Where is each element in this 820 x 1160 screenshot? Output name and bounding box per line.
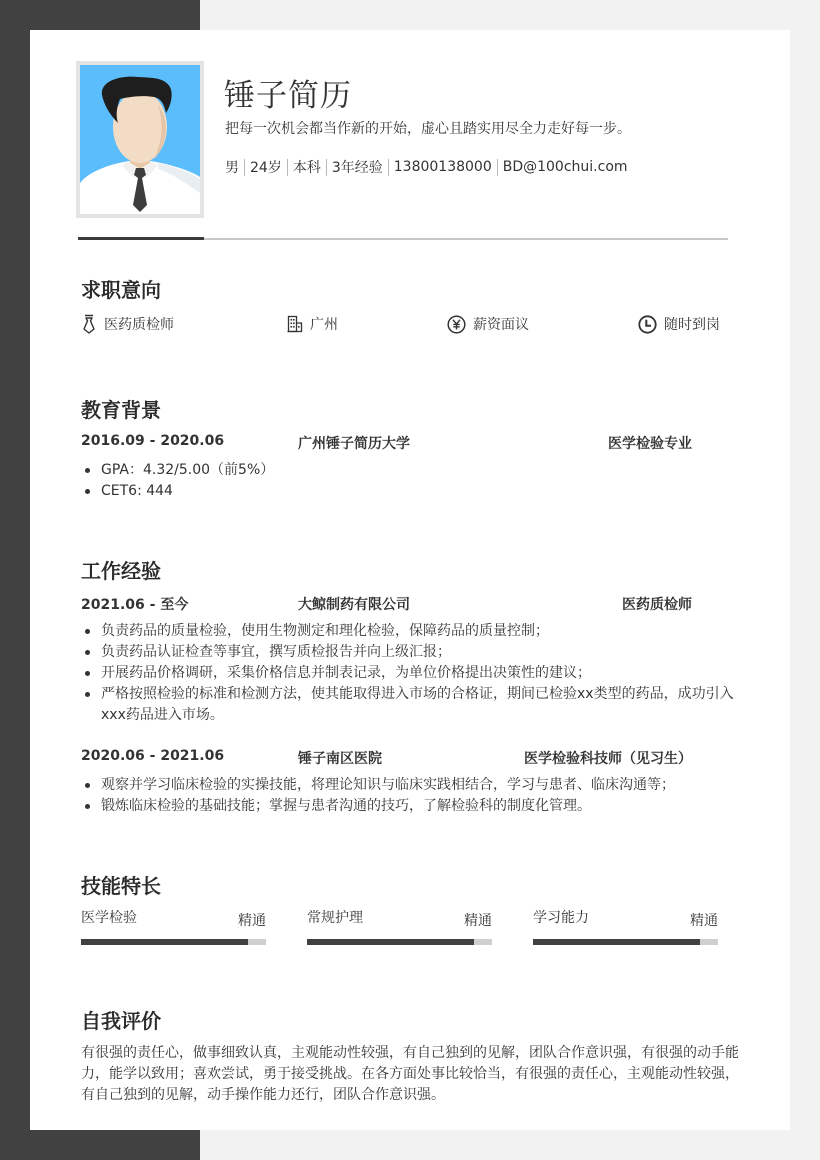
intent-city	[287, 314, 338, 334]
basic-info-row	[225, 157, 628, 177]
work-details	[81, 775, 741, 817]
section-title-summary: 自我评价	[81, 1009, 161, 1033]
skill-bar	[81, 939, 266, 945]
work-detail-item: 观察并学习临床检验的实操技能，将理论知识与临床实践相结合，学习与患者、临床沟通等；	[81, 775, 741, 796]
work-entry-header	[81, 594, 731, 614]
info-separator	[497, 159, 498, 176]
skill-level: 精通	[690, 913, 718, 929]
work-detail-item: 负责药品的质量检验，使用生物测定和理化检验，保障药品的质量控制；	[81, 621, 741, 642]
skill-bar-fill	[533, 939, 700, 945]
work-details	[81, 621, 741, 726]
info-gender: 男	[225, 160, 239, 176]
self-evaluation-text: 有很强的责任心，做事细致认真，主观能动性较强，有自己独到的见解，团队合作意识强，有很强的动手能力，能学以致用；喜欢尝试，勇于接受挑战。在各方面处事比较恰当，有很强的责任心，主观能动性较强，有自己独到的见解，动手操作能力还行，团队合作意识强。	[81, 1045, 739, 1103]
skills-list	[81, 907, 741, 947]
skill-bar	[307, 939, 492, 945]
profile-photo	[76, 61, 204, 218]
work-company: 锤子南区医院	[298, 751, 382, 767]
divider-line	[204, 238, 728, 240]
section-title-work: 工作经验	[81, 559, 161, 583]
resume-page	[30, 30, 790, 1130]
work-detail-item: 严格按照检验的标准和检测方法，使其能取得进入市场的合格证，期间已检验xx类型的药品，成功引入xxx药品进入市场。	[81, 684, 741, 726]
section-title-education: 教育背景	[81, 398, 161, 422]
info-experience: 3年经验	[331, 160, 383, 176]
intent-availability-label: 随时到岗	[664, 317, 720, 333]
education-entry-header	[81, 433, 731, 453]
skill-item	[307, 907, 492, 947]
clock-icon	[638, 315, 657, 334]
work-detail-item: 开展药品价格调研，采集价格信息并制表记录，为单位价格提出决策性的建议；	[81, 663, 741, 684]
education-period: 2016.09 - 2020.06	[81, 433, 225, 449]
header-divider	[78, 237, 728, 240]
info-email: BD@100chui.com	[502, 159, 628, 175]
intent-position-label: 医药质检师	[104, 317, 174, 333]
section-title-skills: 技能特长	[81, 874, 161, 898]
info-separator	[244, 159, 245, 176]
work-company: 大鲸制药有限公司	[298, 597, 410, 613]
education-detail-item: CET6: 444	[81, 481, 741, 502]
work-role: 医药质检师	[622, 597, 692, 613]
info-age: 24岁	[250, 160, 282, 176]
tie-icon	[81, 314, 97, 334]
intent-availability	[638, 314, 720, 334]
skill-name: 学习能力	[533, 910, 589, 926]
intent-salary	[447, 314, 529, 334]
candidate-name: 锤子简历	[224, 78, 352, 114]
intent-position	[81, 314, 174, 334]
building-icon	[287, 315, 303, 333]
skill-bar-fill	[307, 939, 474, 945]
work-detail-item: 锻炼临床检验的基础技能；掌握与患者沟通的技巧，了解检验科的制度化管理。	[81, 796, 741, 817]
education-major: 医学检验专业	[608, 436, 692, 452]
info-separator	[388, 159, 389, 176]
education-school: 广州锤子简历大学	[298, 436, 410, 452]
info-phone: 13800138000	[393, 159, 492, 175]
work-entry-header	[81, 748, 731, 768]
candidate-motto: 把每一次机会都当作新的开始，虚心且踏实用尽全力走好每一步。	[225, 121, 631, 137]
divider-accent	[78, 237, 204, 240]
yen-icon	[447, 315, 466, 334]
skill-item	[81, 907, 266, 947]
skill-name: 医学检验	[81, 910, 137, 926]
work-period: 2021.06 - 至今	[81, 597, 189, 613]
skill-bar	[533, 939, 718, 945]
intent-city-label: 广州	[310, 317, 338, 333]
info-separator	[326, 159, 327, 176]
skill-name: 常规护理	[307, 910, 363, 926]
info-separator	[287, 159, 288, 176]
education-details	[81, 460, 741, 502]
avatar-icon	[80, 65, 200, 214]
info-degree: 本科	[292, 160, 321, 176]
skill-item	[533, 907, 718, 947]
section-title-intent: 求职意向	[81, 278, 161, 302]
work-role: 医学检验科技师（见习生）	[524, 751, 692, 767]
work-period: 2020.06 - 2021.06	[81, 748, 225, 764]
skill-bar-fill	[81, 939, 248, 945]
work-detail-item: 负责药品认证检查等事宜，撰写质检报告并向上级汇报；	[81, 642, 741, 663]
skill-level: 精通	[238, 913, 266, 929]
education-detail-item: GPA：4.32/5.00（前5%）	[81, 460, 741, 481]
job-intent-row	[81, 314, 731, 338]
intent-salary-label: 薪资面议	[473, 317, 529, 333]
skill-level: 精通	[464, 913, 492, 929]
